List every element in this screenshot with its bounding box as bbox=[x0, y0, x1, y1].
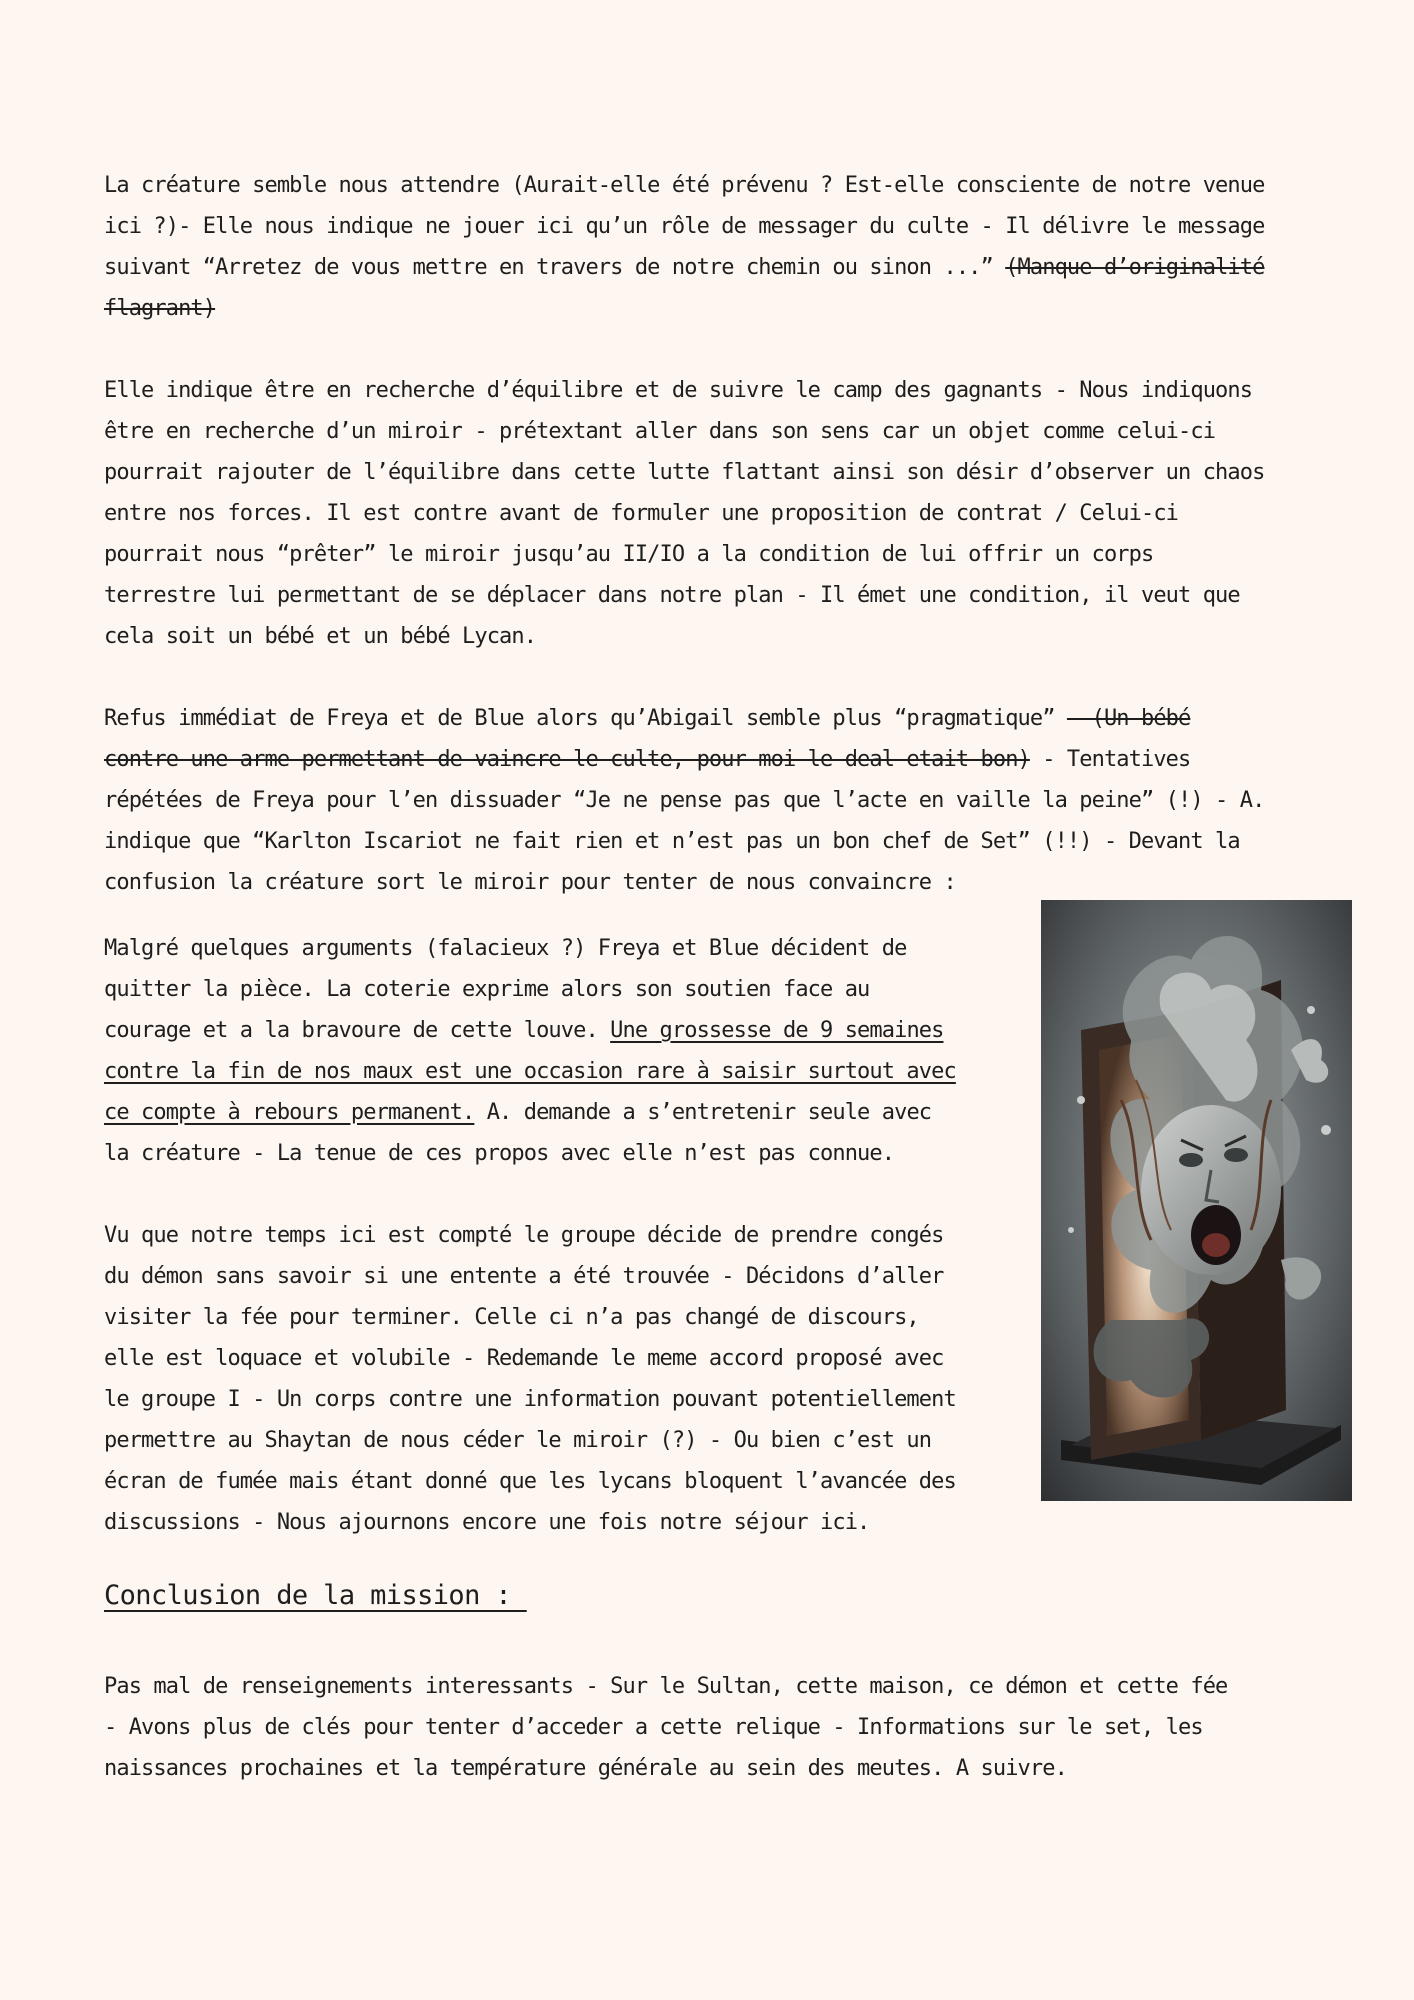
text-segment: courage et a la bravoure de cette louve. bbox=[104, 1018, 611, 1043]
text-line: discussions - Nous ajournons encore une fois notre séjour ici. bbox=[104, 1510, 870, 1535]
strikethrough-note: flagrant) bbox=[104, 296, 216, 321]
text-line: pourrait nous “prêter” le miroir jusqu’au II/IO a la condition de lui offrir un corps bbox=[104, 542, 1154, 567]
text-line: indique que “Karlton Iscariot ne fait rien et n’est pas un bon chef de Set” (!!) - Devant la bbox=[104, 829, 1240, 854]
underlined-text: ce compte à rebours permanent. bbox=[104, 1100, 475, 1125]
section-heading-conclusion: Conclusion de la mission : bbox=[104, 1580, 527, 1611]
paragraph-mirror-contract bbox=[104, 370, 1264, 657]
text-line: permettre au Shaytan de nous céder le miroir (?) - Ou bien c’est un bbox=[104, 1428, 932, 1453]
text-line bbox=[104, 1010, 956, 1051]
text-segment: - Tentatives bbox=[1029, 747, 1191, 772]
text-line: Elle indique être en recherche d’équilibre et de suivre le camp des gagnants - Nous indiquons bbox=[104, 378, 1253, 403]
text-line: - Avons plus de clés pour tenter d’acceder a cette relique - Informations sur le set, les bbox=[104, 1715, 1203, 1740]
text-line bbox=[104, 739, 1264, 780]
underlined-text: Une grossesse de 9 semaines bbox=[610, 1018, 944, 1043]
text-line: cela soit un bébé et un bébé Lycan. bbox=[104, 624, 537, 649]
text-line: pourrait rajouter de l’équilibre dans cette lutte flattant ainsi son désir d’observer un chaos bbox=[104, 460, 1265, 485]
paragraph-fairy-visit bbox=[104, 1215, 956, 1543]
screaming-face-mirror-icon bbox=[1041, 900, 1352, 1501]
text-line: elle est loquace et volubile - Redemande le meme accord proposé avec bbox=[104, 1346, 944, 1371]
text-line: confusion la créature sort le miroir pour tenter de nous convaincre : bbox=[104, 870, 956, 895]
mirror-illustration bbox=[1041, 900, 1352, 1501]
text-line: écran de fumée mais étant donné que les lycans bloquent l’avancée des bbox=[104, 1469, 956, 1494]
paragraph-creature-message bbox=[104, 165, 1264, 329]
text-line bbox=[104, 247, 1264, 288]
text-line: quitter la pièce. La coterie exprime alors son soutien face au bbox=[104, 977, 870, 1002]
paragraph-conclusion bbox=[104, 1666, 1227, 1789]
text-line: ici ?)- Elle nous indique ne jouer ici qu’un rôle de messager du culte - Il délivre le message bbox=[104, 214, 1265, 239]
text-line: Pas mal de renseignements interessants - Sur le Sultan, cette maison, ce démon et cette fée bbox=[104, 1674, 1228, 1699]
text-segment: suivant “Arretez de vous mettre en travers de notre chemin ou sinon ...” bbox=[104, 255, 1006, 280]
text-line bbox=[104, 1092, 956, 1133]
text-line: terrestre lui permettant de se déplacer dans notre plan - Il émet une condition, il veut que bbox=[104, 583, 1240, 608]
text-segment: Refus immédiat de Freya et de Blue alors qu’Abigail semble plus “pragmatique” bbox=[104, 706, 1067, 731]
text-line: La créature semble nous attendre (Aurait-elle été prévenu ? Est-elle consciente de notre venue bbox=[104, 173, 1265, 198]
text-line: le groupe I - Un corps contre une information pouvant potentiellement bbox=[104, 1387, 956, 1412]
text-segment: A. demande a s’entretenir seule avec bbox=[474, 1100, 932, 1125]
text-line: répétées de Freya pour l’en dissuader “Je ne pense pas que l’acte en vaille la peine” (!) - A. bbox=[104, 788, 1265, 813]
strikethrough-note: contre une arme permettant de vaincre le culte, pour moi le deal etait bon) bbox=[104, 747, 1030, 772]
text-line: visiter la fée pour terminer. Celle ci n’a pas changé de discours, bbox=[104, 1305, 919, 1330]
paragraph-refusal bbox=[104, 698, 1264, 903]
paragraph-coterie-support bbox=[104, 928, 956, 1174]
text-line: Vu que notre temps ici est compté le groupe décide de prendre congés bbox=[104, 1223, 944, 1248]
text-line: Malgré quelques arguments (falacieux ?) Freya et Blue décident de bbox=[104, 936, 907, 961]
text-line: être en recherche d’un miroir - prétextant aller dans son sens car un objet comme celui-ci bbox=[104, 419, 1216, 444]
text-line: la créature - La tenue de ces propos avec elle n’est pas connue. bbox=[104, 1141, 895, 1166]
text-line: naissances prochaines et la température générale au sein des meutes. A suivre. bbox=[104, 1756, 1067, 1781]
text-line: entre nos forces. Il est contre avant de formuler une proposition de contrat / Celui-ci bbox=[104, 501, 1179, 526]
text-line: du démon sans savoir si une entente a été trouvée - Décidons d’aller bbox=[104, 1264, 944, 1289]
underlined-text: contre la fin de nos maux est une occasion rare à saisir surtout avec bbox=[104, 1059, 956, 1084]
strikethrough-note: (Manque d’originalité bbox=[1005, 255, 1265, 280]
text-line bbox=[104, 698, 1264, 739]
strikethrough-note: - (Un bébé bbox=[1066, 706, 1191, 731]
